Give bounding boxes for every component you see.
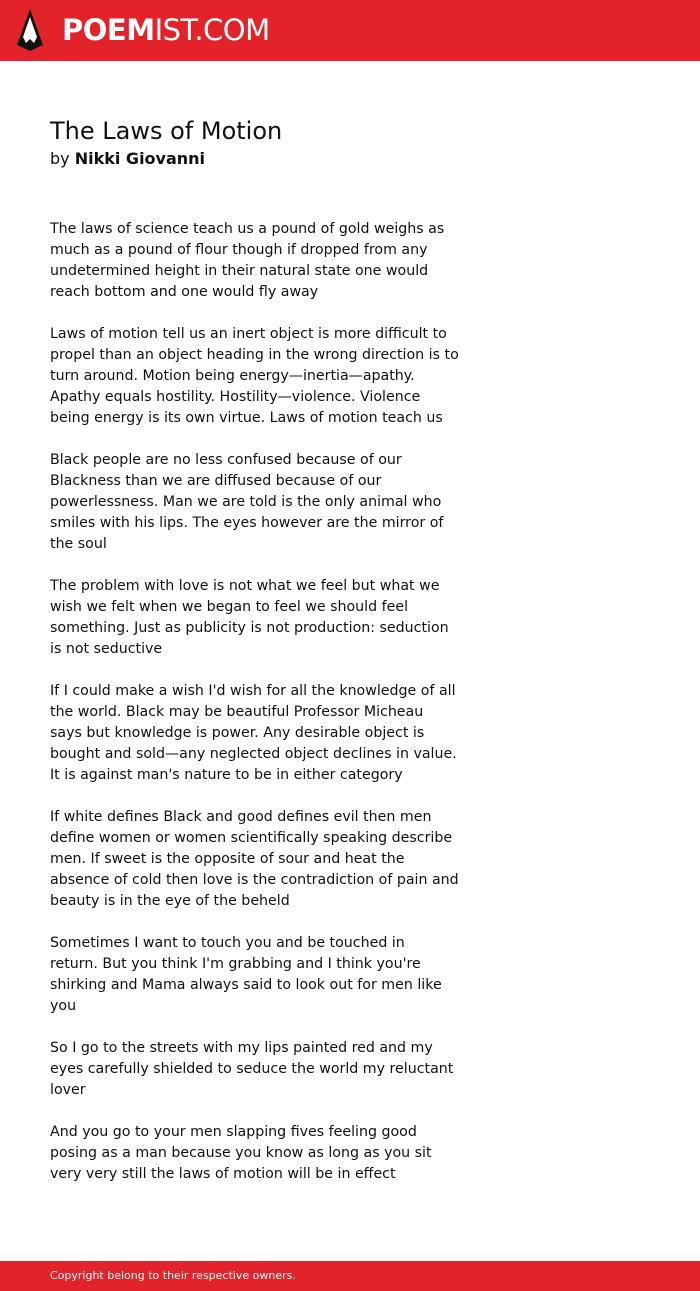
poem-line: Apathy equals hostility. Hostility—violence. Violence xyxy=(50,389,421,405)
poem-line: absence of cold then love is the contradiction of pain and xyxy=(50,872,459,888)
poem-line: Laws of motion tell us an inert object is more difficult to xyxy=(50,326,447,342)
poem-line: turn around. Motion being energy—inertia—apathy. xyxy=(50,368,415,384)
poem-stanza xyxy=(50,933,450,1017)
poem-line: shirking and Mama always said to look out for men like xyxy=(50,977,442,993)
poem-line: If white defines Black and good defines evil then men xyxy=(50,809,432,825)
poem-line: something. Just as publicity is not production: seduction xyxy=(50,620,449,636)
poem-line: very very still the laws of motion will be in effect xyxy=(50,1166,396,1182)
poem-line: powerlessness. Man we are told is the only animal who xyxy=(50,494,442,510)
poem-line: And you go to your men slapping fives feeling good xyxy=(50,1124,417,1140)
poem-line: eyes carefully shielded to seduce the world my reluctant xyxy=(50,1061,454,1077)
poem-line: The laws of science teach us a pound of gold weighs as xyxy=(50,221,445,237)
poem-line: It is against man's nature to be in either category xyxy=(50,767,403,783)
poem-line: posing as a man because you know as long as you sit xyxy=(50,1145,432,1161)
poem-stanza xyxy=(50,1122,450,1185)
poem-line: Black people are no less confused because of our xyxy=(50,452,402,468)
poem-stanza xyxy=(50,219,450,303)
poem-body xyxy=(50,219,459,1206)
logo-text-bold: POEM xyxy=(62,13,155,47)
poem-line: Sometimes I want to touch you and be touched in xyxy=(50,935,405,951)
poem-line: propel than an object heading in the wrong direction is to xyxy=(50,347,459,363)
logo-text-light: IST.COM xyxy=(154,13,270,47)
poem-line: men. If sweet is the opposite of sour and heat the xyxy=(50,851,405,867)
site-logo[interactable] xyxy=(62,13,270,47)
poem-line: The problem with love is not what we feel but what we xyxy=(50,578,440,594)
poem-line: reach bottom and one would fly away xyxy=(50,284,319,300)
poem-line: being energy is its own virtue. Laws of motion teach us xyxy=(50,410,443,426)
poem-stanza xyxy=(50,324,459,429)
byline-prefix: by xyxy=(50,149,70,168)
poem-line: you xyxy=(50,998,77,1014)
poem-line: smiles with his lips. The eyes however are the mirror of xyxy=(50,515,444,531)
site-footer xyxy=(0,1261,700,1291)
poem-line: lover xyxy=(50,1082,86,1098)
poem-line: much as a pound of flour though if dropped from any xyxy=(50,242,428,258)
poem-stanza xyxy=(50,450,450,555)
copyright-text: Copyright belong to their respective owners. xyxy=(50,1269,296,1282)
poem-stanza xyxy=(50,1038,454,1101)
poem-line: If I could make a wish I'd wish for all the knowledge of all xyxy=(50,683,456,699)
poem-line: is not seductive xyxy=(50,641,163,657)
poem-line: beauty is in the eye of the beheld xyxy=(50,893,290,909)
poem-line: undetermined height in their natural state one would xyxy=(50,263,429,279)
pencil-icon[interactable] xyxy=(17,9,43,51)
poem-line: wish we felt when we began to feel we should feel xyxy=(50,599,409,615)
byline xyxy=(50,148,205,170)
site-header xyxy=(0,0,700,61)
poem-line: the world. Black may be beautiful Professor Micheau xyxy=(50,704,424,720)
poem-line: return. But you think I'm grabbing and I think you're xyxy=(50,956,421,972)
poem-line: says but knowledge is power. Any desirable object is xyxy=(50,725,425,741)
poem-line: define women or women scientifically speaking describe xyxy=(50,830,453,846)
poem-line: bought and sold—any neglected object declines in value. xyxy=(50,746,457,762)
poem-line: Blackness than we are diffused because of our xyxy=(50,473,382,489)
poem-line: the soul xyxy=(50,536,107,552)
author-name: Nikki Giovanni xyxy=(74,149,206,168)
poem-stanza xyxy=(50,576,450,660)
poem-stanza xyxy=(50,681,457,786)
poem-title: The Laws of Motion xyxy=(50,117,283,145)
poem-line: So I go to the streets with my lips painted red and my xyxy=(50,1040,433,1056)
poem-stanza xyxy=(50,807,459,912)
